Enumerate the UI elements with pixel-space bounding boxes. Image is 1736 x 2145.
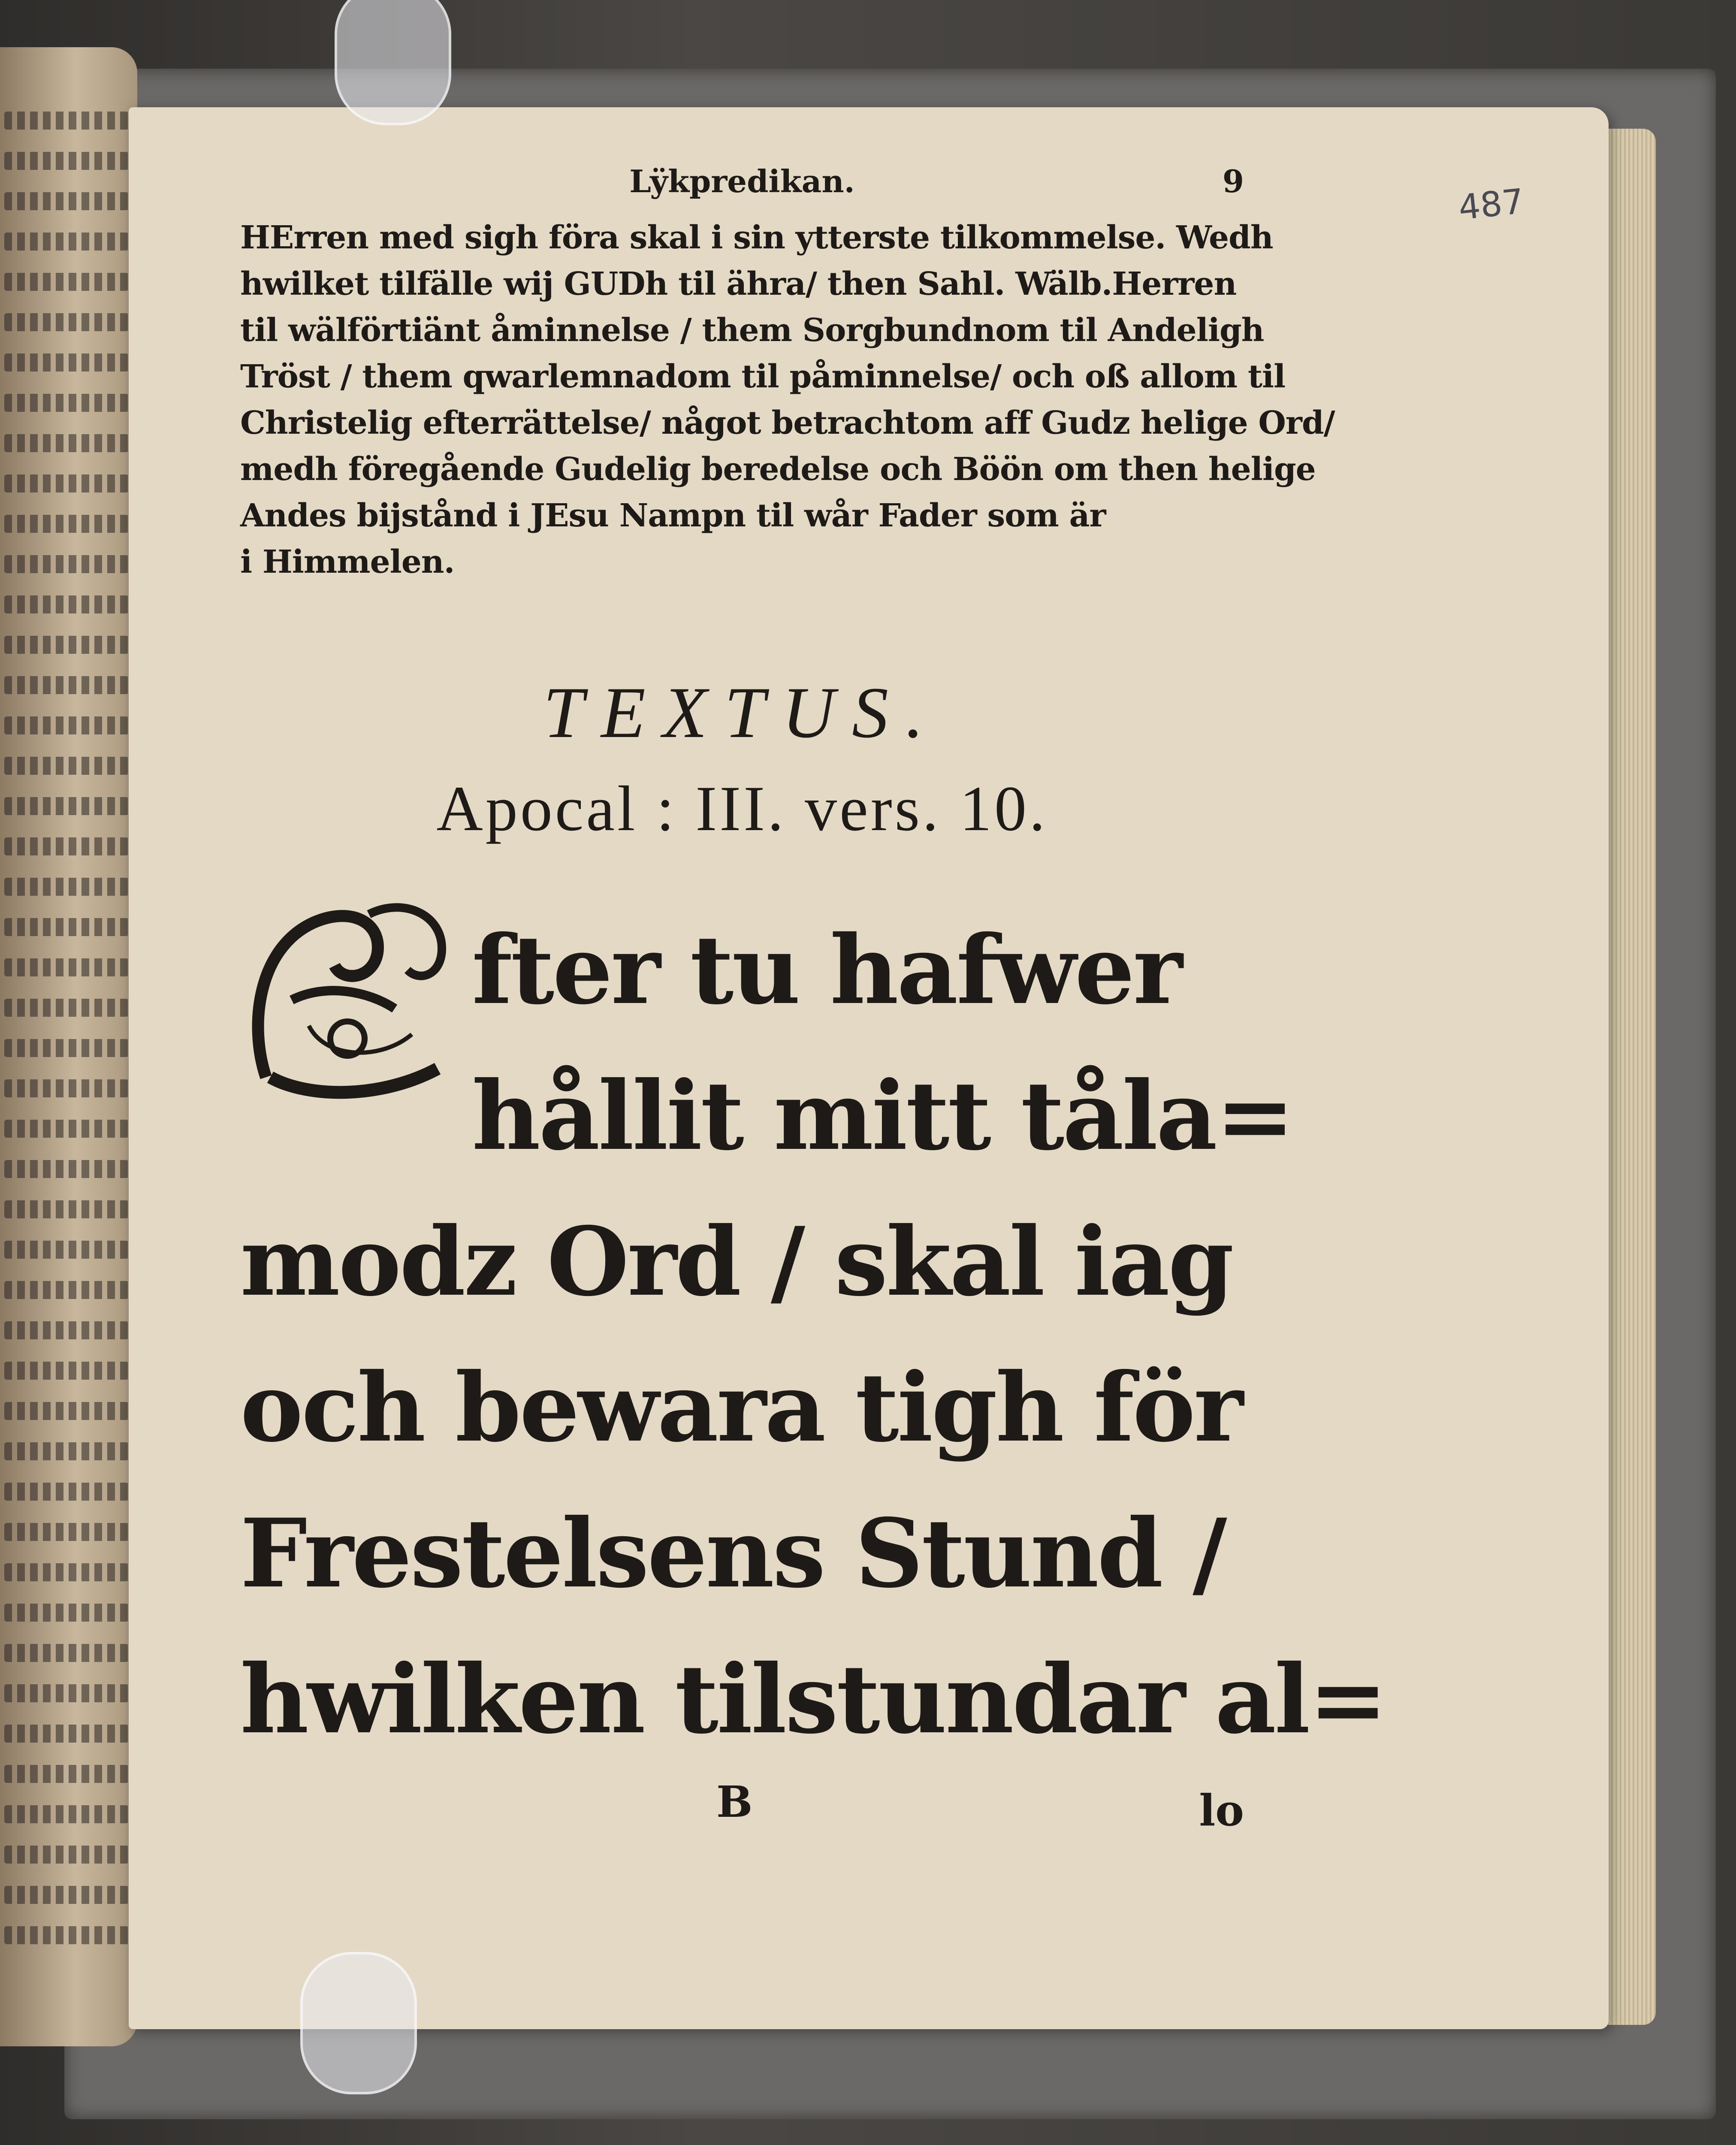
facing-text-line — [4, 1039, 129, 1057]
facing-text-line — [4, 112, 129, 130]
facing-text-line — [4, 192, 129, 210]
decorated-initial-icon — [240, 897, 463, 1112]
facing-text-line — [4, 797, 129, 815]
page-text-block — [240, 163, 1386, 1845]
page-footer — [240, 1776, 1244, 1845]
body-line: medh föregående Gudelig beredelse och Böön om then helige — [240, 451, 1316, 488]
facing-text-line — [4, 999, 129, 1017]
running-head — [240, 163, 1244, 210]
facing-text-line — [4, 1886, 129, 1904]
facing-text-line — [4, 1926, 129, 1944]
facing-text-line — [4, 595, 129, 613]
verse-line-text: fter tu hafwer — [472, 914, 1181, 1025]
facing-text-line — [4, 394, 129, 412]
facing-text-line — [4, 273, 129, 291]
facing-text-line — [4, 1241, 129, 1259]
facing-text-line — [4, 152, 129, 170]
facing-text-line — [4, 1079, 129, 1097]
facing-text-line — [4, 474, 129, 492]
body-line: Tröst / them qwarlemnadom til påminnelse/ och oß allom til — [240, 358, 1286, 395]
facing-text-line — [4, 716, 129, 734]
facing-page-text-block — [4, 112, 129, 1967]
facing-text-line — [4, 1442, 129, 1460]
pencil-folio-number: 487 — [1456, 181, 1526, 228]
facing-text-line — [4, 515, 129, 533]
facing-text-line — [4, 757, 129, 775]
verse-line: hållit mitt tåla= — [472, 1060, 1293, 1171]
catchword: lo — [1199, 1785, 1244, 1836]
facing-text-line — [4, 1846, 129, 1864]
facing-text-line — [4, 1563, 129, 1581]
facing-text-line — [4, 1160, 129, 1178]
signature-mark: B — [716, 1776, 753, 1827]
body-paragraph — [240, 214, 1335, 585]
facing-text-line — [4, 1200, 129, 1218]
body-line: hwilket tilfälle wij GUDh til ähra/ then Sahl. Wälb.Herren — [240, 266, 1237, 302]
facing-text-line — [4, 353, 129, 372]
body-line: i Himmelen. — [240, 544, 455, 580]
verse-line: Frestelsens Stund / — [240, 1498, 1226, 1609]
facing-text-line — [4, 1725, 129, 1743]
facing-page-left — [0, 47, 137, 2046]
facing-text-line — [4, 958, 129, 976]
facing-text-line — [4, 555, 129, 573]
facing-text-line — [4, 918, 129, 936]
facing-text-line — [4, 1805, 129, 1823]
facing-text-line — [4, 233, 129, 251]
verse-line: hwilken tilstundar al= — [240, 1643, 1386, 1755]
body-line: HErren med sigh föra skal i sin ytterste tilkommelse. Wedh — [240, 219, 1273, 256]
facing-text-line — [4, 1483, 129, 1501]
verse-line: modz Ord / skal iag — [240, 1206, 1232, 1317]
verse-text — [240, 897, 1386, 1772]
facing-text-line — [4, 636, 129, 654]
body-line: Andes bijstånd i JEsu Nampn til wår Fader som är — [240, 497, 1106, 534]
facing-text-line — [4, 1644, 129, 1662]
facing-text-line — [4, 1523, 129, 1541]
mylar-clip-top — [335, 0, 451, 125]
facing-text-line — [4, 676, 129, 694]
facing-text-line — [4, 1402, 129, 1420]
running-head-title: Lÿkpredikan. — [629, 163, 855, 199]
facing-text-line — [4, 1321, 129, 1339]
facing-text-line — [4, 837, 129, 855]
facing-text-line — [4, 878, 129, 896]
verse-line: och bewara tigh för — [240, 1352, 1242, 1463]
facing-text-line — [4, 1362, 129, 1380]
mylar-clip-bottom — [300, 1952, 417, 2094]
facing-text-line — [4, 1281, 129, 1299]
facing-text-line — [4, 313, 129, 331]
facing-text-line — [4, 1604, 129, 1622]
facing-text-line — [4, 1765, 129, 1783]
body-line: til wälförtiänt åminnelse / them Sorgbundnom til Andeligh — [240, 312, 1264, 349]
body-line: Christelig efterrättelse/ något betrachtom aff Gudz helige Ord/ — [240, 405, 1335, 441]
facing-text-line — [4, 1684, 129, 1702]
facing-text-line — [4, 1120, 129, 1138]
scripture-reference: Apocal : III. vers. 10. — [436, 773, 1048, 844]
page-number: 9 — [1222, 163, 1244, 199]
section-title: TEXTUS. — [543, 672, 941, 753]
facing-text-line — [4, 434, 129, 452]
